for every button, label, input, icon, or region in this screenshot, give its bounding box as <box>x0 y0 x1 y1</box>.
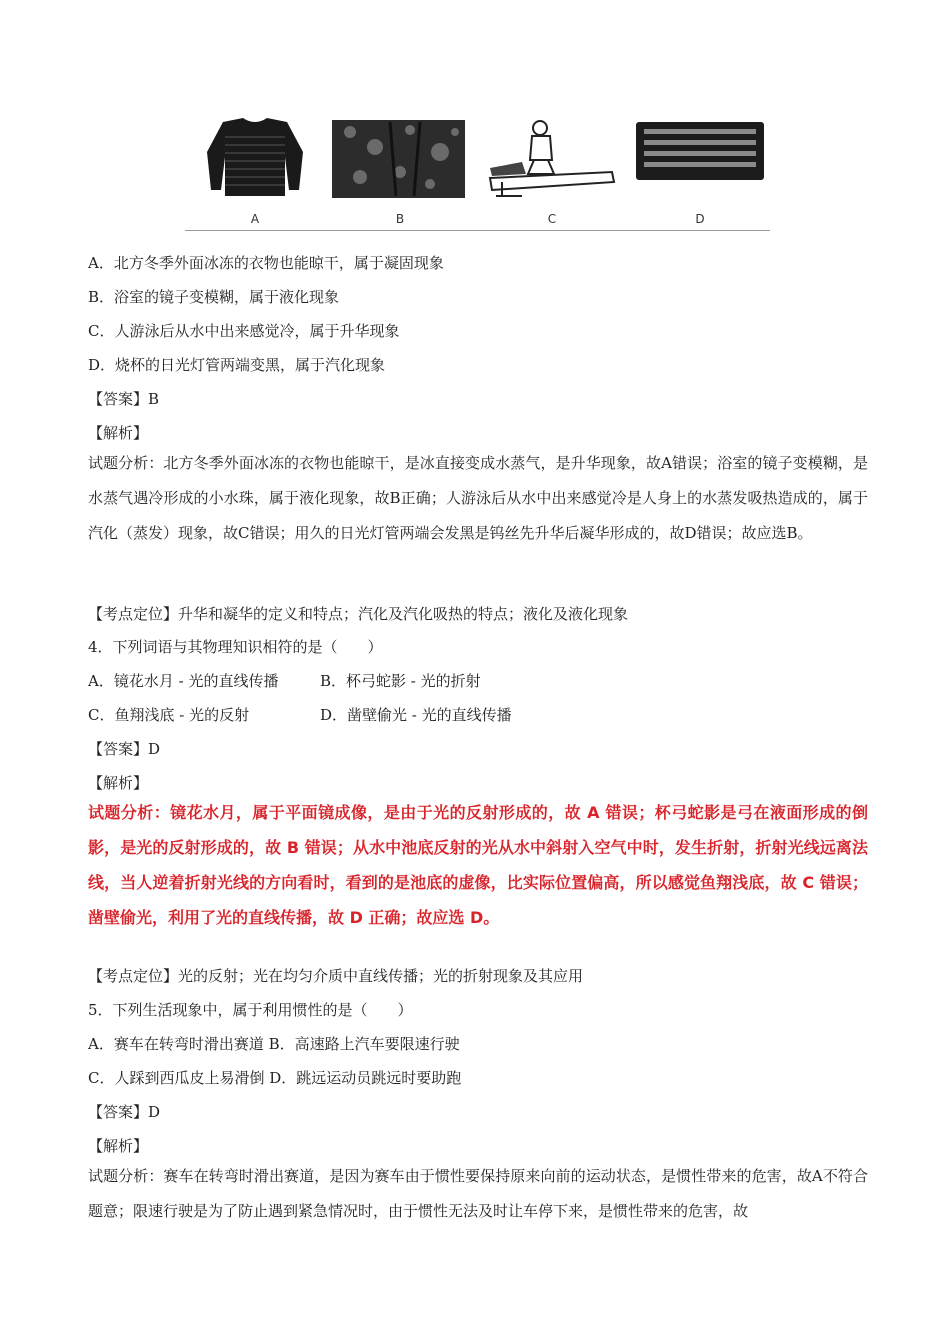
figure-label-a: A <box>250 212 260 226</box>
q4-analysis-text: 试题分析：镜花水月，属于平面镜成像，是由于光的反射形成的，故 A 错误；杯弓蛇影是弓在液面形成的倒影，是光的反射形成的，故 B 错误；从水中池底反射的光从水中斜射入空气中时，发生折射，折射光线远离法线，当人逆着折射光线的方向看时，看到的是池底的虚像，比实际位置偏高，所以感觉鱼翔浅底，故 C 错误；凿壁偷光，利用了光的直线传播，故 D 正确；故应选 D。 <box>88 803 868 927</box>
q5-analysis-text: 试题分析：赛车在转弯时滑出赛道，是因为赛车由于惯性要保持原来向前的运动状态，是惯性带来的危害，故A不符合题意；限速行驶是为了防止遇到紧急情况时，由于惯性无法及时让车停下来，是惯性带来的危害，故 <box>88 1167 868 1220</box>
q4-analysis-heading: 【解析】 <box>88 774 149 792</box>
sweater-image <box>185 112 325 207</box>
q5-analysis-heading: 【解析】 <box>88 1137 149 1155</box>
figure-c <box>482 112 622 230</box>
q4-stem: 4．下列词语与其物理知识相符的是（ ） <box>88 638 383 656</box>
figure-label-c: C <box>547 212 557 226</box>
figure-a <box>185 112 325 230</box>
q4-option-a: A．镜花水月 - 光的直线传播 <box>88 672 279 690</box>
q3-analysis-text: 试题分析：北方冬季外面冰冻的衣物也能晾干，是冰直接变成水蒸气，是升华现象，故A错误；浴室的镜子变模糊，是水蒸气遇冷形成的小水珠，属于液化现象，故B正确；人游泳后从水中出来感觉冷是人身上的水蒸发吸热造成的，属于汽化（蒸发）现象，故C错误；用久的日光灯管两端会发黑是钨丝先升华后凝华形成的，故D错误；故应选B。 <box>88 454 868 542</box>
fluorescent-lamp-image <box>630 112 770 207</box>
figure-b <box>330 112 470 230</box>
q3-option-c: C．人游泳后从水中出来感觉冷，属于升华现象 <box>88 322 400 340</box>
figure-label-d: D <box>695 212 705 226</box>
foggy-mirror-image <box>330 112 470 207</box>
q3-option-b: B．浴室的镜子变模糊，属于液化现象 <box>88 288 340 306</box>
question-figure <box>185 112 770 231</box>
q3-answer: 【答案】B <box>88 390 160 408</box>
q3-option-d: D．烧杯的日光灯管两端变黑，属于汽化现象 <box>88 356 386 374</box>
q3-analysis-heading: 【解析】 <box>88 424 149 442</box>
q4-option-d: D．凿壁偷光 - 光的直线传播 <box>320 706 512 724</box>
figure-label-b: B <box>395 212 405 226</box>
q4-option-b: B．杯弓蛇影 - 光的折射 <box>320 672 481 690</box>
q3-key-points: 【考点定位】升华和凝华的定义和特点；汽化及汽化吸热的特点；液化及液化现象 <box>88 605 629 623</box>
figure-d <box>630 112 770 230</box>
q5-stem: 5．下列生活现象中，属于利用惯性的是（ ） <box>88 1001 413 1019</box>
q4-answer: 【答案】D <box>88 740 161 758</box>
q4-options-row-1 <box>88 671 481 691</box>
q5-options-ab: A．赛车在转弯时滑出赛道 B．高速路上汽车要限速行驶 <box>88 1035 460 1053</box>
swimmer-image <box>482 112 622 207</box>
q5-answer: 【答案】D <box>88 1103 161 1121</box>
q4-key-points: 【考点定位】光的反射；光在均匀介质中直线传播；光的折射现象及其应用 <box>88 967 584 985</box>
q3-option-a: A．北方冬季外面冰冻的衣物也能晾干，属于凝固现象 <box>88 254 444 272</box>
q4-options-row-2 <box>88 705 512 725</box>
q5-options-cd: C．人踩到西瓜皮上易滑倒 D．跳远运动员跳远时要助跑 <box>88 1069 462 1087</box>
q4-option-c: C．鱼翔浅底 - 光的反射 <box>88 706 250 724</box>
